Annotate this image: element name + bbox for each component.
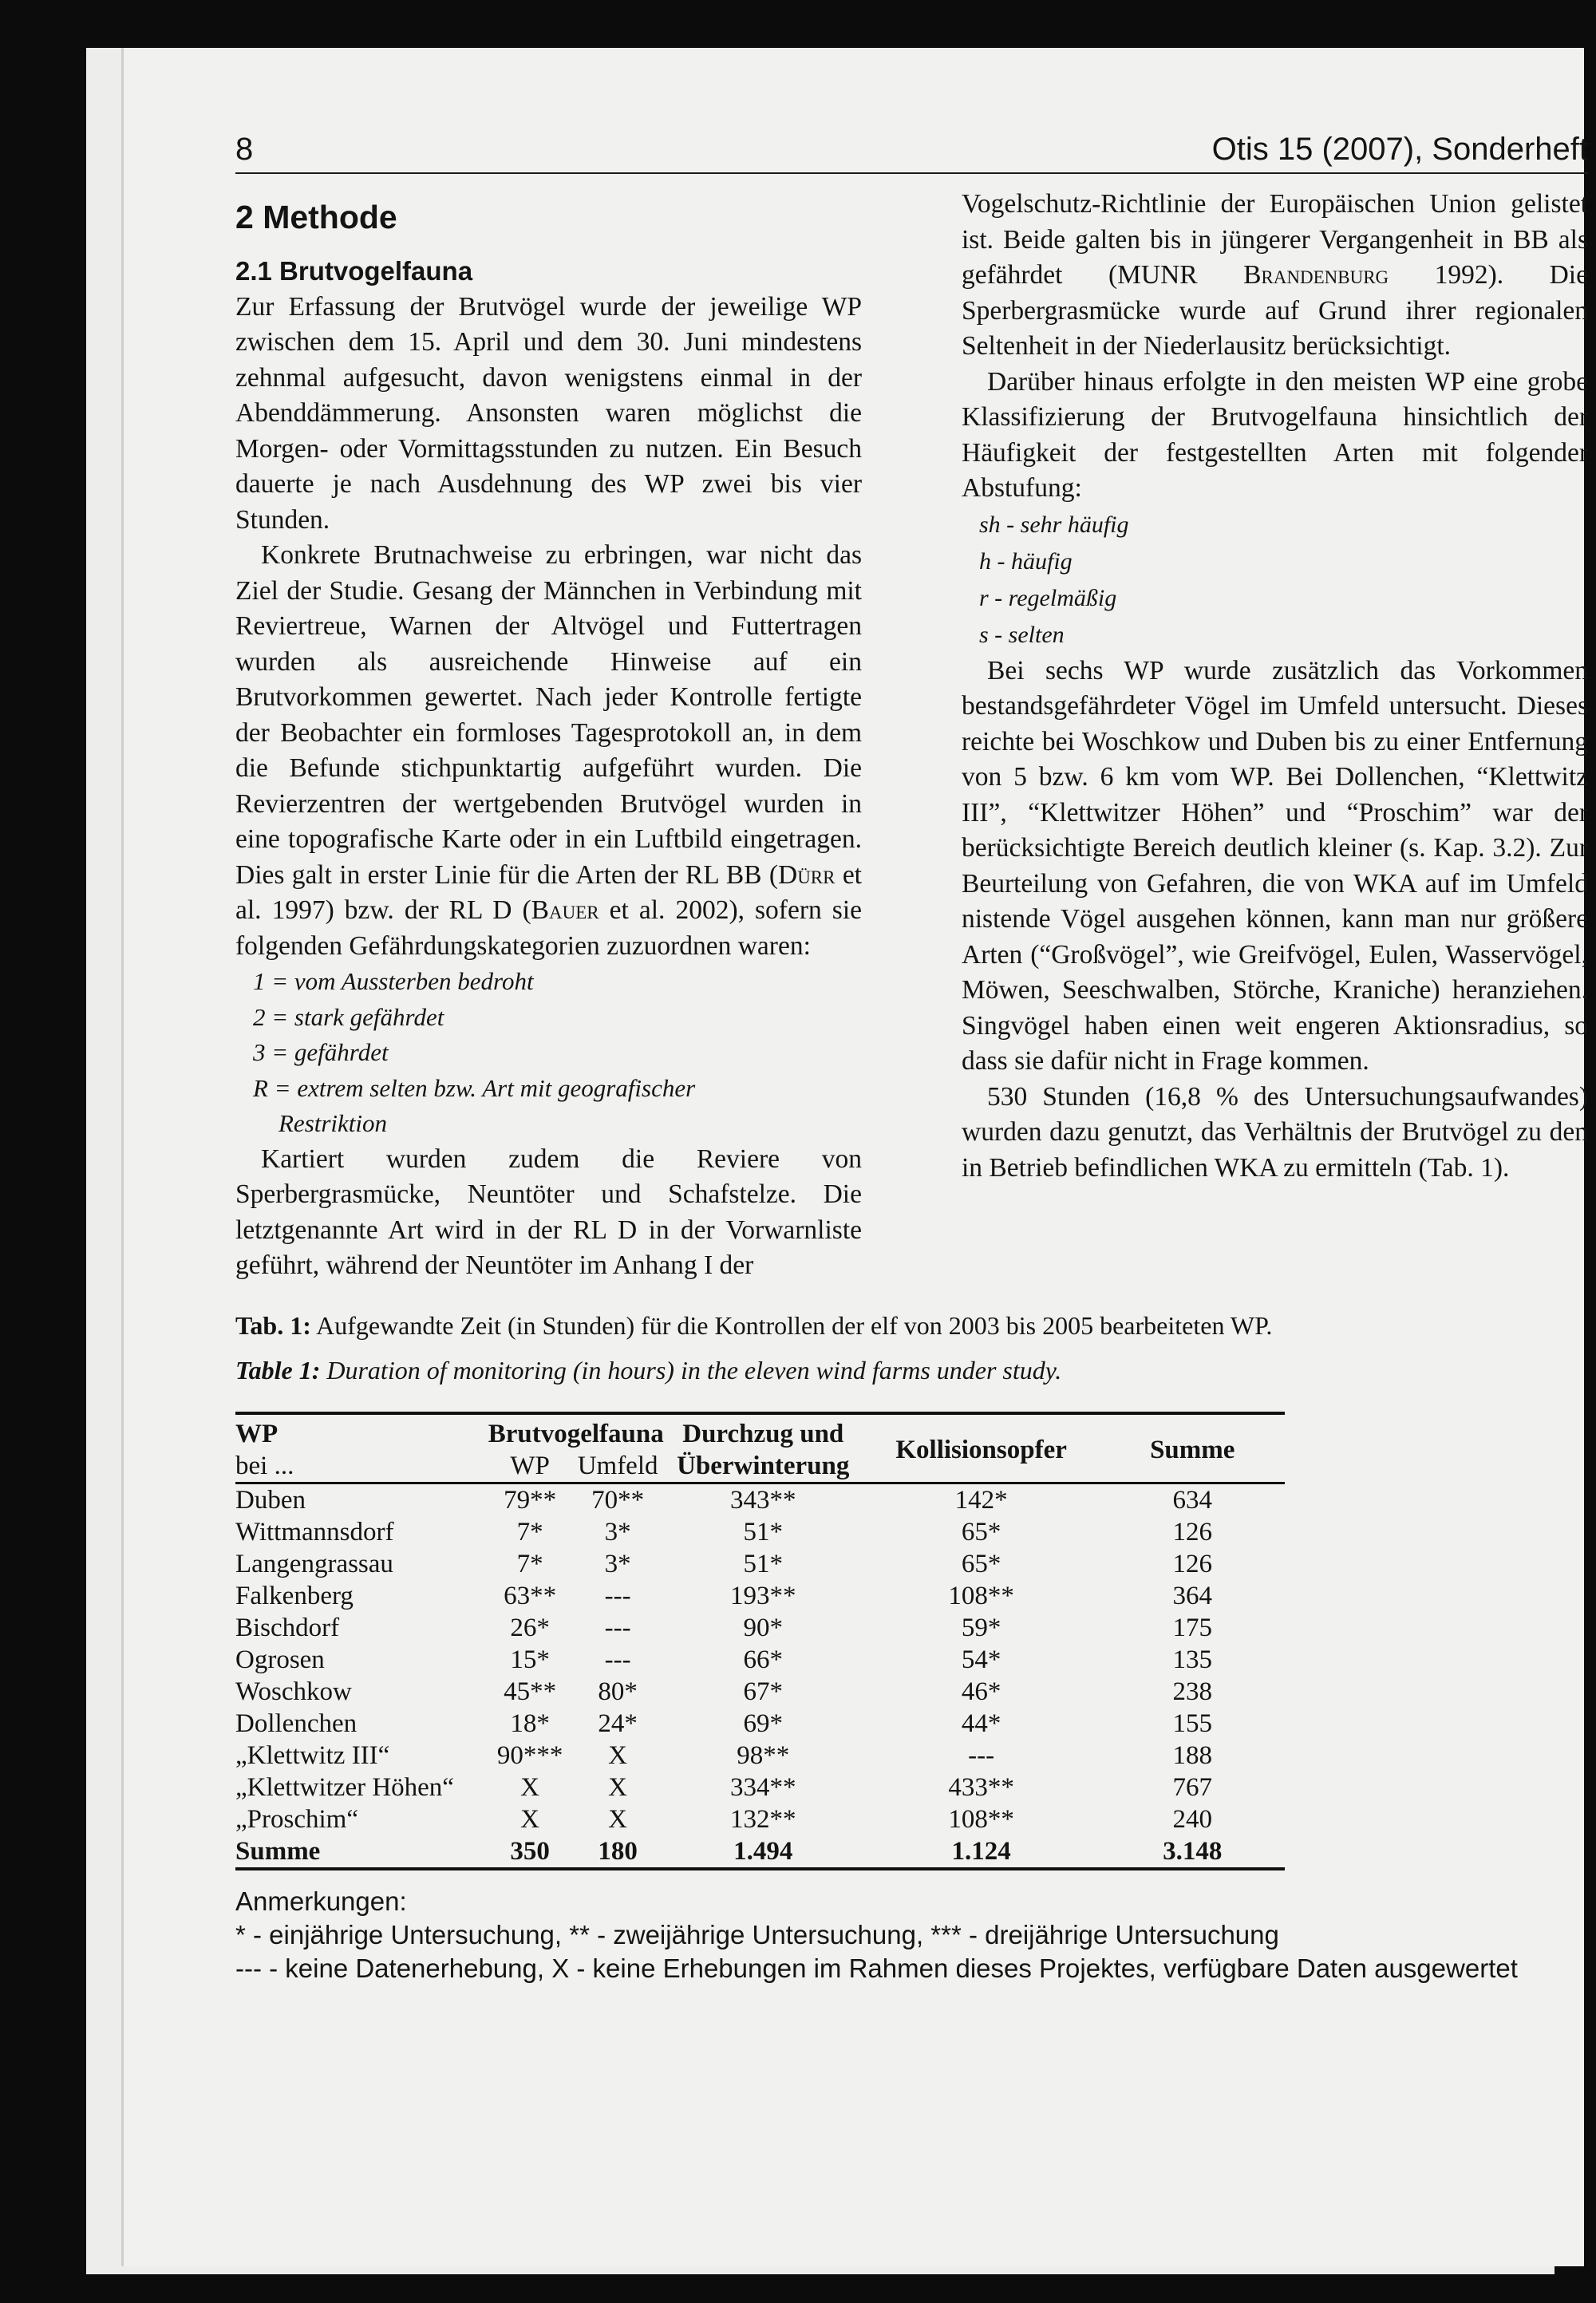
table-cell: 69* bbox=[743, 1708, 783, 1738]
table-row bbox=[235, 1516, 1285, 1548]
table-cell: --- bbox=[604, 1645, 631, 1674]
table-cell: --- bbox=[604, 1581, 631, 1610]
table-cell: 80* bbox=[598, 1677, 638, 1706]
running-header bbox=[235, 132, 1588, 174]
table-cell-name: Duben bbox=[235, 1485, 306, 1515]
table-cell: 634 bbox=[1172, 1485, 1212, 1515]
table-cell: X bbox=[608, 1772, 628, 1802]
table-cell: 24* bbox=[598, 1708, 638, 1738]
table-cell: 126 bbox=[1172, 1517, 1212, 1547]
table-cell-name: Dollenchen bbox=[235, 1708, 358, 1738]
table-cell: X bbox=[608, 1740, 628, 1770]
table-cell: 142* bbox=[954, 1485, 1008, 1515]
table-cell: 193** bbox=[730, 1581, 796, 1610]
table-cell-name: Ogrosen bbox=[235, 1645, 325, 1674]
table-cell: 7* bbox=[516, 1549, 543, 1578]
table-cell: 54* bbox=[961, 1645, 1001, 1674]
table-cell: 7* bbox=[516, 1517, 543, 1547]
table-row bbox=[235, 1708, 1285, 1740]
table-cell: 70** bbox=[591, 1485, 645, 1515]
list-item: R = extrem selten bzw. Art mit geografischer bbox=[253, 1073, 696, 1102]
table-row bbox=[235, 1548, 1285, 1580]
column-header-umfeld: Umfeld bbox=[571, 1450, 663, 1483]
table-cell: 343** bbox=[730, 1485, 796, 1515]
table-cell: 132** bbox=[730, 1804, 796, 1834]
table-cell: X bbox=[520, 1772, 539, 1802]
left-column bbox=[235, 187, 862, 1284]
table-cell: 350 bbox=[488, 1835, 572, 1869]
paragraph: Kartiert wurden zudem die Reviere von Sperbergrasmücke, Neuntöter und Schafstelze. Die letztgenannte Art wird in der RL D in der Vorwarnliste geführt, während der Neuntöter im Anhang I der bbox=[235, 1144, 862, 1280]
column-header-brutvogelfauna: Brutvogelfauna bbox=[488, 1413, 664, 1450]
notes-line: --- - keine Datenerhebung, X - keine Erhebungen im Rahmen dieses Projektes, verfügbare Daten ausgewertet bbox=[235, 1953, 1518, 1983]
table-cell: 15* bbox=[510, 1645, 550, 1674]
table-cell-name: „Klettwitzer Höhen“ bbox=[235, 1772, 454, 1802]
table-cell-name: Wittmannsdorf bbox=[235, 1517, 394, 1547]
notes-line: * - einjährige Untersuchung, ** - zweijährige Untersuchung, *** - dreijährige Untersuchung bbox=[235, 1919, 1279, 1949]
table-cell: X bbox=[608, 1804, 628, 1834]
caption-german: Tab. 1: Aufgewandte Zeit (in Stunden) für die Kontrollen der elf von 2003 bis 2005 bearbeiteten WP. bbox=[235, 1310, 1273, 1340]
table-row bbox=[235, 1483, 1285, 1516]
list-item: 1 = vom Aussterben bedroht bbox=[253, 967, 534, 995]
table-cell: --- bbox=[604, 1613, 631, 1642]
list-item: Restriktion bbox=[279, 1109, 388, 1137]
paragraph: Vogelschutz-Richtlinie der Europäischen Union gelistet ist. Beide galten bis in jüngerer Vergangenheit in BB als gefährdet (MUNR Brandenburg 1992). Die Sperbergrasmücke wurde auf Grund ihrer regionalen Seltenheit in der Niederlausitz berücksichtigt. bbox=[962, 189, 1588, 361]
table-cell: 3* bbox=[604, 1549, 631, 1578]
table-cell: 364 bbox=[1172, 1581, 1212, 1610]
table-cell: 79** bbox=[504, 1485, 557, 1515]
section-title: 2 Methode bbox=[235, 199, 397, 235]
table-cell: X bbox=[520, 1804, 539, 1834]
table-cell: 155 bbox=[1172, 1708, 1212, 1738]
paragraph: 530 Stunden (16,8 % des Untersuchungsaufwandes) wurden dazu genutzt, das Verhältnis der Brutvögel zu den in Betrieb befindlichen WKA zu ermitteln (Tab. 1). bbox=[962, 1081, 1588, 1183]
list-item: 3 = gefährdet bbox=[253, 1038, 389, 1066]
right-column bbox=[962, 187, 1588, 1284]
table-cell: 1.124 bbox=[863, 1835, 1100, 1869]
table-cell: 44* bbox=[961, 1708, 1001, 1738]
table-cell-name: „Klettwitz III“ bbox=[235, 1740, 390, 1770]
table-row bbox=[235, 1740, 1285, 1772]
table-cell: 3* bbox=[604, 1517, 631, 1547]
table-cell: --- bbox=[968, 1740, 995, 1770]
category-list bbox=[235, 964, 862, 1142]
table-cell: 3.148 bbox=[1100, 1835, 1285, 1869]
table-total-row bbox=[235, 1835, 1285, 1869]
list-item: r - regelmäßig bbox=[979, 584, 1117, 611]
column-header-wp: WP bbox=[235, 1413, 488, 1450]
subsection-title: 2.1 Brutvogelfauna bbox=[235, 256, 473, 286]
table-caption bbox=[235, 1308, 1588, 1388]
table-cell: 767 bbox=[1172, 1772, 1212, 1802]
paragraph: Konkrete Brutnachweise zu erbringen, war nicht das Ziel der Studie. Gesang der Männchen in Verbindung mit Reviertreue, Warnen der Altvögel und Futtertragen wurden als ausreichende Hinweise auf ein Brutvorkommen gewertet. Nach jeder Kontrolle fertigte der Beobachter ein formloses Tagesprotokoll an, in dem die Befunde stichpunktartig aufgeführt wurden. Die Revierzentren der wertgebenden Brutvögel wurden in eine topografische Karte oder in ein Luftbild eingetragen. Dies galt in erster Linie für die Arten der RL BB (Dürr et al. 1997) bzw. der RL D (Bauer et al. 2002), sofern sie folgenden Gefährdungskategorien zuzuordnen waren: bbox=[235, 540, 862, 961]
list-item: 2 = stark gefährdet bbox=[253, 1002, 444, 1031]
table-cell: 45** bbox=[504, 1677, 557, 1706]
table-cell: 180 bbox=[571, 1835, 663, 1869]
table-cell: 175 bbox=[1172, 1613, 1212, 1642]
table-cell: 66* bbox=[743, 1645, 783, 1674]
list-item: sh - sehr häufig bbox=[979, 511, 1129, 538]
table-cell: 46* bbox=[961, 1677, 1001, 1706]
page-content bbox=[235, 132, 1588, 1985]
table-cell: 51* bbox=[743, 1517, 783, 1547]
paragraph: Zur Erfassung der Brutvögel wurde der jeweilige WP zwischen dem 15. April und dem 30. Juni mindestens zehnmal aufgesucht, davon wenigstens einmal in der Abenddämmerung. Ansonsten waren möglichst die Morgen- oder Vormittagsstunden zu nutzen. Ein Besuch dauerte je nach Ausdehnung des WP zwei bis vier Stunden. bbox=[235, 291, 862, 535]
column-header-wp-sub: WP bbox=[488, 1450, 572, 1483]
table-cell: 26* bbox=[510, 1613, 550, 1642]
list-item: s - selten bbox=[979, 621, 1065, 648]
list-item: h - häufig bbox=[979, 547, 1073, 575]
table-cell: 90*** bbox=[496, 1740, 563, 1770]
data-table bbox=[235, 1412, 1285, 1870]
table-cell-name: Falkenberg bbox=[235, 1581, 354, 1610]
paragraph: Bei sechs WP wurde zusätzlich das Vorkommen bestandsgefährdeter Vögel im Umfeld untersucht. Dieses reichte bei Woschkow und Duben bis zu einer Entfernung von 5 bzw. 6 km vom WP. Bei Dollenchen, “Klettwitz III”, “Klettwitzer Höhen” und “Proschim” war der berücksichtigte Bereich deutlich kleiner (s. Kap. 3.2). Zur Beurteilung von Gefahren, die von WKA auf im Umfeld nistende Vögel ausgehen können, kann man nur größere Arten (“Großvögel”, wie Greifvögel, Eulen, Wasservögel, Möwen, Seeschwalben, Störche, Kraniche) heranziehen. Singvögel haben einen weit engeren Aktionsradius, so dass sie dafür nicht in Frage kommen. bbox=[962, 655, 1588, 1076]
table-cell: 65* bbox=[961, 1517, 1001, 1547]
abundance-list bbox=[962, 507, 1588, 654]
column-header-bei: bei ... bbox=[235, 1450, 488, 1483]
table-cell: 188 bbox=[1172, 1740, 1212, 1770]
table-cell: 334** bbox=[730, 1772, 796, 1802]
paragraph: Darüber hinaus erfolgte in den meisten WP eine grobe Klassifizierung der Brutvogelfauna hinsichtlich der Häufigkeit der festgestellten Arten mit folgender Abstufung: bbox=[962, 366, 1588, 503]
page bbox=[124, 48, 1588, 2266]
table-cell-name: Summe bbox=[235, 1835, 488, 1869]
table-row bbox=[235, 1644, 1285, 1676]
table-cell: 98** bbox=[737, 1740, 790, 1770]
table-cell: 59* bbox=[961, 1613, 1001, 1642]
table-cell: 63** bbox=[504, 1581, 557, 1610]
table-row bbox=[235, 1612, 1285, 1644]
table-cell: 51* bbox=[743, 1549, 783, 1578]
table-cell: 240 bbox=[1172, 1804, 1212, 1834]
table-cell: 18* bbox=[510, 1708, 550, 1738]
table-cell: 238 bbox=[1172, 1677, 1212, 1706]
table-cell: 108** bbox=[948, 1804, 1014, 1834]
table-row bbox=[235, 1676, 1285, 1708]
table-cell-name: Woschkow bbox=[235, 1677, 352, 1706]
table-cell: 1.494 bbox=[664, 1835, 863, 1869]
table-cell-name: „Proschim“ bbox=[235, 1804, 358, 1834]
table-cell-name: Bischdorf bbox=[235, 1613, 340, 1642]
table-row bbox=[235, 1580, 1285, 1612]
column-header-ueberwinterung: Überwinterung bbox=[664, 1450, 863, 1483]
table-cell: 65* bbox=[961, 1549, 1001, 1578]
table-notes bbox=[235, 1885, 1588, 1985]
caption-english: Table 1: Duration of monitoring (in hours) in the eleven wind farms under study. bbox=[235, 1355, 1062, 1385]
table-cell: 108** bbox=[948, 1581, 1014, 1610]
column-header-summe: Summe bbox=[1100, 1413, 1285, 1483]
table-body bbox=[235, 1483, 1285, 1869]
table-cell: 433** bbox=[948, 1772, 1014, 1802]
table-row bbox=[235, 1803, 1285, 1835]
two-column-body bbox=[235, 187, 1588, 1284]
column-header-durchzug: Durchzug und bbox=[664, 1413, 863, 1450]
table-cell: 135 bbox=[1172, 1645, 1212, 1674]
table-cell: 90* bbox=[743, 1613, 783, 1642]
table-cell: 67* bbox=[743, 1677, 783, 1706]
table-row bbox=[235, 1772, 1285, 1803]
notes-title: Anmerkungen: bbox=[235, 1886, 407, 1916]
table-cell: 126 bbox=[1172, 1549, 1212, 1578]
column-header-kollisionsopfer: Kollisionsopfer bbox=[863, 1413, 1100, 1483]
journal-title: Otis 15 (2007), Sonderheft bbox=[1211, 132, 1588, 167]
page-number: 8 bbox=[235, 132, 254, 167]
table-cell-name: Langengrassau bbox=[235, 1549, 393, 1578]
